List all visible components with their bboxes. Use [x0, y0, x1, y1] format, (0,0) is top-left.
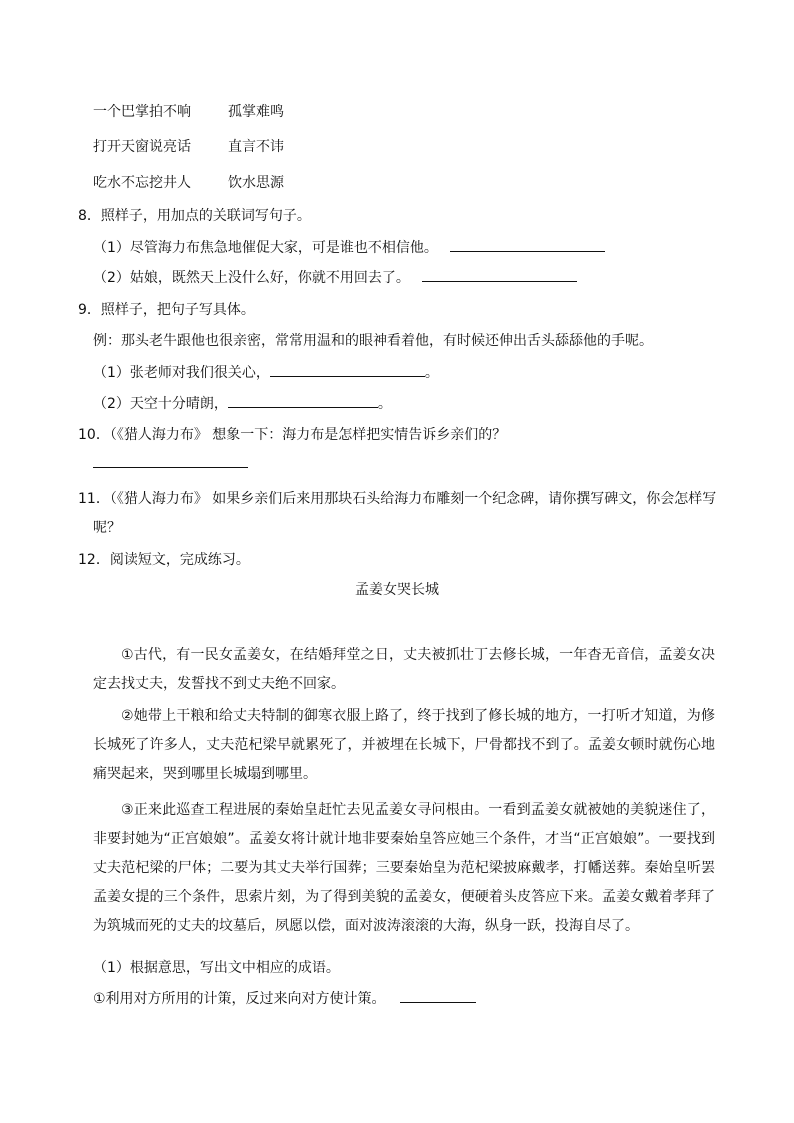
- question-9-stem: 9．照样子，把句子写具体。: [78, 302, 255, 318]
- passage-paragraph-3: ③正来此巡查工程进展的秦始皇赶忙去见孟姜女寻问根由。一看到孟姜女就被她的美貌迷住了，非要封她为“正宫娘娘”。孟姜女将计就计地非要秦始皇答应她三个条件，才当“正宫娘娘”。一要找到丈夫范杞梁的尸体；二要为其丈夫举行国葬；三要秦始皇为范杞梁披麻戴孝，打幡送葬。秦始皇听罢孟姜女提的三个条件，思索片刻，为了得到美貌的孟姜女，便硬着头皮答应下来。孟姜女戴着孝拜了为筑城而死的丈夫的坟墓后，夙愿以偿，面对波涛滚滚的大海，纵身一跃，投海自尽了。: [93, 802, 715, 934]
- question-9-item-2: [93, 392, 392, 416]
- idiom-phrase: 打开天窗说亮话: [93, 139, 191, 155]
- question-12-sub-1-item-1: [93, 987, 476, 1011]
- idiom-phrase: 吃水不忘挖井人: [93, 175, 191, 191]
- answer-blank[interactable]: [450, 239, 605, 252]
- q12-item-text: ①利用对方所用的计策，反过来向对方使计策。: [93, 991, 386, 1007]
- q9-end-mark: 。: [424, 365, 439, 381]
- q9-sentence-1: （1）张老师对我们很关心，: [93, 365, 270, 381]
- question-8-item-1: [93, 236, 605, 260]
- q8-sentence-2: （2）姑娘，既然天上没什么好，你就不用回去了。: [93, 270, 410, 286]
- question-8-item-2: [93, 266, 577, 290]
- q8-sentence-1: （1）尽管海力布焦急地催促大家，可是谁也不相信他。: [93, 240, 438, 256]
- q9-sentence-2: （2）天空十分晴朗，: [93, 396, 228, 412]
- answer-blank[interactable]: [422, 269, 577, 282]
- idiom-row-2: [93, 135, 284, 159]
- answer-blank[interactable]: [270, 364, 425, 377]
- idiom-row-1: [93, 100, 284, 124]
- question-8-stem: 8．照样子，用加点的关联词写句子。: [78, 208, 311, 224]
- question-12-sub-1: （1）根据意思，写出文中相应的成语。: [93, 960, 340, 976]
- answer-blank[interactable]: [228, 395, 378, 408]
- passage-paragraph-2: ②她带上干粮和给丈夫特制的御寒衣服上路了，终于找到了修长城的地方，一打听才知道，为修长城死了许多人，丈夫范杞梁早就累死了，并被埋在长城下，尸骨都找不到了。孟姜女顿时就伤心地痛哭起来，哭到哪里长城塌到哪里。: [93, 708, 715, 782]
- answer-blank[interactable]: [400, 990, 476, 1003]
- idiom-meaning: 直言不讳: [228, 139, 284, 155]
- idiom-meaning: 孤掌难鸣: [228, 104, 284, 120]
- question-10-answer: [93, 452, 248, 476]
- question-9-example: 例：那头老牛跟他也很亲密，常常用温和的眼神看着他，有时候还伸出舌头舔舔他的手呢。: [93, 333, 653, 349]
- idiom-meaning: 饮水思源: [228, 175, 284, 191]
- passage-paragraph-1: ①古代，有一民女孟姜女，在结婚拜堂之日，丈夫被抓壮丁去修长城，一年杳无音信，孟姜女决定去找丈夫，发誓找不到丈夫绝不回家。: [93, 647, 715, 692]
- question-11-line-1: 11．（《猎人海力布》 如果乡亲们后来用那块石头给海力布雕刻一个纪念碑，请你撰写碑文，你会怎样写: [78, 491, 717, 507]
- idiom-row-3: [93, 171, 284, 195]
- answer-blank[interactable]: [93, 455, 248, 468]
- q9-end-mark: 。: [377, 396, 392, 412]
- question-12-stem: 12．阅读短文，完成练习。: [78, 552, 250, 568]
- idiom-phrase: 一个巴掌拍不响: [93, 104, 191, 120]
- question-11-line-2: 呢？: [93, 520, 121, 536]
- passage-title: 孟姜女哭长城: [355, 582, 439, 598]
- question-10-stem: 10．（《猎人海力布》 想象一下：海力布是怎样把实情告诉乡亲们的？: [78, 427, 507, 443]
- question-9-item-1: [93, 361, 439, 385]
